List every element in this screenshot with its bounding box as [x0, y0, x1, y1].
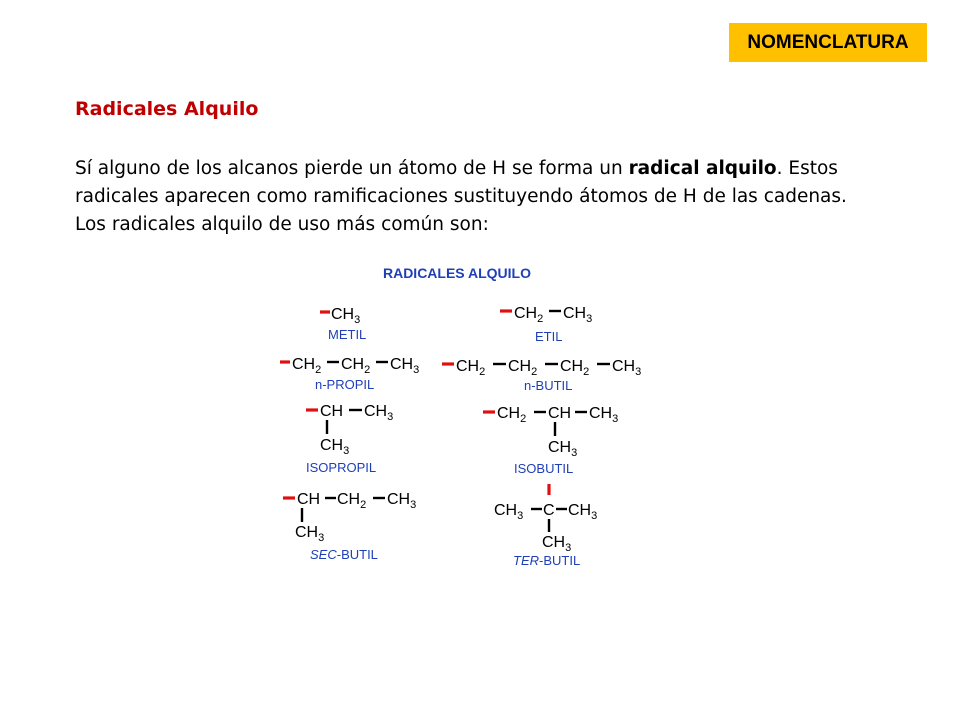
- radical-name: METIL: [328, 327, 367, 342]
- paragraph-line-3: Los radicales alquilo de uso más común son:: [75, 214, 489, 235]
- formula-group: $CH_3$: [364, 403, 394, 423]
- formula-group: $CH_2$: [560, 358, 590, 378]
- radical-isopropil: [306, 403, 393, 475]
- formula-group: $CH_3$: [295, 524, 325, 544]
- formula-group: $CH_2$: [508, 358, 538, 378]
- formula-group: $CH_3$: [331, 306, 361, 326]
- formula-group: $CH_3$: [589, 405, 619, 425]
- radical-name: ISOPROPIL: [306, 460, 377, 475]
- formula-group: CH: [320, 403, 344, 420]
- paragraph-line-2: radicales aparecen como ramificaciones sustituyendo átomos de H de las cadenas.: [75, 186, 847, 207]
- formula-group: $CH_2$: [514, 305, 544, 325]
- radical-name: TER-BUTIL: [513, 553, 581, 568]
- formula-group: C: [543, 502, 555, 519]
- formula-group: $CH_3$: [320, 437, 350, 457]
- figure-title: RADICALES ALQUILO: [382, 265, 532, 281]
- radical-isobutil: [483, 405, 618, 476]
- radical-name: SEC-BUTIL: [310, 547, 378, 562]
- radical-name: n-PROPIL: [315, 377, 375, 392]
- formula-group: CH: [548, 405, 572, 422]
- formula-group: $CH_3$: [568, 502, 598, 522]
- radical-n-propil: [280, 356, 419, 392]
- paragraph-bold-term: radical alquilo: [628, 158, 777, 179]
- radical-n-butil: [442, 358, 641, 393]
- formula-group: $CH_2$: [337, 491, 367, 511]
- formula-group: $CH_3$: [542, 534, 572, 554]
- paragraph-text: Sí alguno de los alcanos pierde un átomo de H se forma un: [75, 158, 629, 179]
- radical-name: ISOBUTIL: [514, 461, 574, 476]
- radical-metil: [320, 306, 366, 342]
- formula-group: $CH_3$: [612, 358, 642, 378]
- radical-etil: [500, 305, 592, 344]
- formula-group: $CH_2$: [341, 356, 371, 376]
- formula-group: $CH_2$: [456, 358, 486, 378]
- radical-ter-butil: [494, 484, 597, 568]
- radical-sec-butil: [283, 491, 416, 562]
- alkyl-radicals-figure: [270, 258, 690, 578]
- paragraph-text: . Estos: [776, 158, 838, 179]
- radical-name: ETIL: [535, 329, 563, 344]
- formula-group: $CH_3$: [390, 356, 420, 376]
- formula-group: $CH_3$: [563, 305, 593, 325]
- section-heading: Radicales Alquilo: [75, 98, 259, 120]
- radical-name: n-BUTIL: [524, 378, 573, 393]
- section-badge: NOMENCLATURA: [729, 23, 927, 62]
- alkyl-radicals-diagram: [270, 258, 690, 578]
- formula-group: $CH_2$: [292, 356, 322, 376]
- paragraph-line-1: [75, 155, 930, 183]
- formula-group: $CH_3$: [494, 502, 524, 522]
- formula-group: $CH_2$: [497, 405, 527, 425]
- formula-group: $CH_3$: [387, 491, 417, 511]
- formula-group: $CH_3$: [548, 439, 578, 459]
- intro-paragraph: [75, 155, 930, 239]
- formula-group: CH: [297, 491, 321, 508]
